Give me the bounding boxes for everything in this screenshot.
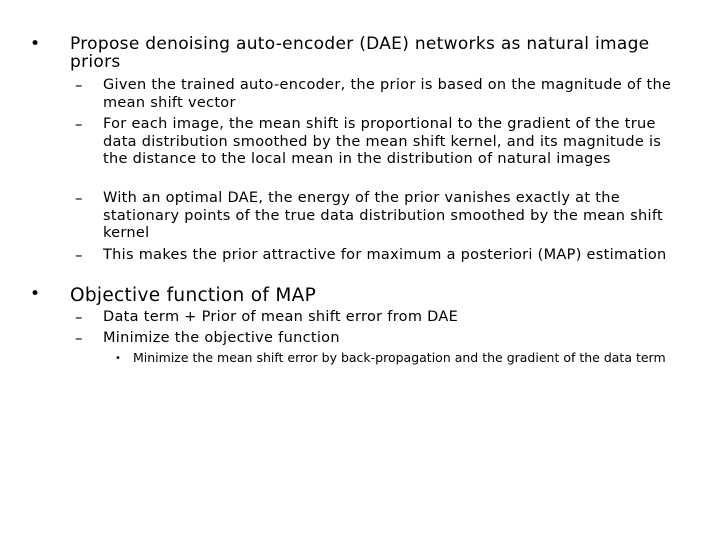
sub-bullet-optimal-dae	[75, 190, 685, 243]
sub-sub-bullet-text: Minimize the mean shift error by back-propagation and the gradient of the data term	[133, 350, 666, 365]
sub-bullet-text: For each image, the mean shift is proportional to the gradient of the true data distribution smoothed by the mean shift kernel, and its magnitude is the distance to the local mean in the distribution of natural images	[103, 116, 662, 167]
bullet-dae-priors	[30, 35, 690, 71]
dash-marker: –	[75, 189, 83, 207]
dash-marker: –	[75, 76, 83, 94]
dash-marker: –	[75, 115, 83, 133]
bullet-text: Objective function of MAP	[70, 285, 317, 306]
bullet-objective-function	[30, 285, 690, 307]
dash-marker: –	[75, 329, 83, 347]
sub-bullet-text: Minimize the objective function	[103, 330, 340, 346]
sub-bullet-text: Data term + Prior of mean shift error from DAE	[103, 309, 459, 325]
bullet-marker: •	[30, 284, 41, 304]
dash-marker: –	[75, 246, 83, 264]
sub-sub-bullet-backprop	[115, 351, 675, 365]
bullet-marker: •	[30, 34, 41, 54]
sub-bullet-text: Given the trained auto-encoder, the prior is based on the magnitude of the mean shift vector	[103, 77, 672, 111]
bullet-marker: •	[115, 353, 121, 364]
bullet-text: Propose denoising auto-encoder (DAE) networks as natural image priors	[70, 34, 650, 72]
sub-bullet-data-term	[75, 309, 685, 327]
sub-bullet-map-estimation	[75, 247, 685, 265]
sub-bullet-text: This makes the prior attractive for maximum a posteriori (MAP) estimation	[103, 247, 667, 263]
sub-bullet-trained-autoencoder	[75, 77, 685, 112]
dash-marker: –	[75, 308, 83, 326]
sub-bullet-mean-shift-gradient	[75, 116, 685, 169]
sub-bullet-minimize-objective	[75, 330, 685, 348]
sub-bullet-text: With an optimal DAE, the energy of the prior vanishes exactly at the stationary points of the true data distribution smoothed by the mean shift kernel	[103, 190, 664, 241]
